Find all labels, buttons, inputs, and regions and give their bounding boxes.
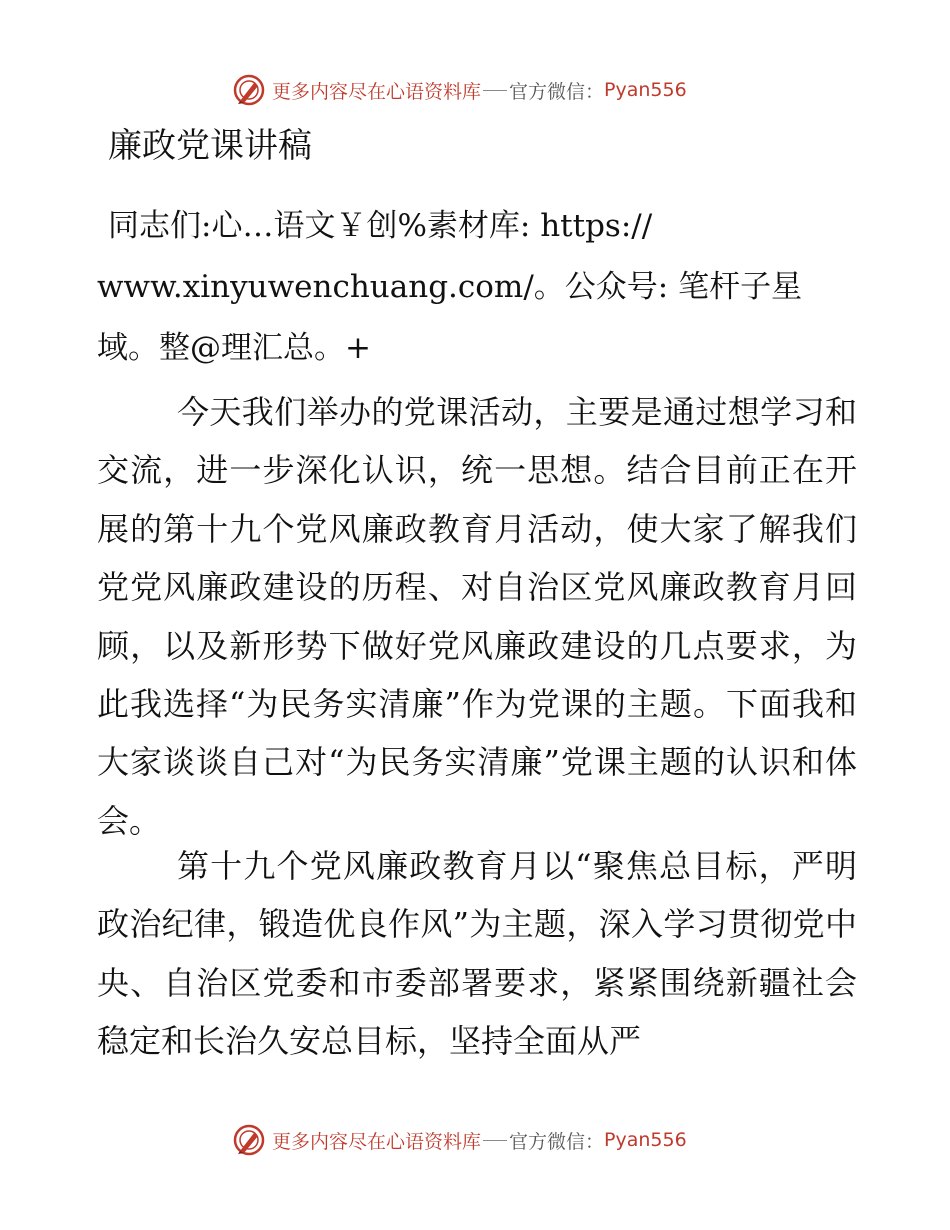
body-paragraph: 第十九个党风廉政教育月以“聚焦总目标，严明政治纪律，锻造优良作风”为主题，深入学习贯彻党中央、自治区党委和市委部署要求，紧紧围绕新疆社会稳定和长治久安总目标，坚持全面从严 [97, 847, 857, 1061]
intro-block [97, 196, 857, 379]
watermark-label: 官方微信： [509, 80, 605, 103]
pen-logo-icon [232, 1123, 266, 1157]
watermark-wechat-id: Pyan556 [604, 79, 687, 101]
body-paragraph: 今天我们举办的党课活动，主要是通过想学习和交流，进一步深化认识，统一思想。结合目前正在开展的第十九个党风廉政教育月活动，使大家了解我们党党风廉政建设的历程、对自治区党风廉政教育月回顾，以及新形势下做好党风廉政建设的几点要求，为此我选择“为民务实清廉”作为党课的主题。下面我和大家谈谈自己对“为民务实清廉”党课主题的认识和体会。 [97, 393, 857, 840]
watermark-divider [483, 90, 507, 91]
document-title: 廉政党课讲稿 [108, 126, 312, 166]
intro-line: 域。整@理汇总。+ [97, 330, 371, 366]
intro-line: www.xinyuwenchuang.com/。公众号: 笔杆子星 [97, 269, 803, 305]
intro-line: 同志们:心…语文￥创%素材库: https:// [108, 208, 653, 244]
watermark-site-text: 更多内容尽在心语资料库 [272, 80, 482, 103]
header-watermark [232, 70, 687, 110]
pen-logo-icon [232, 73, 266, 107]
footer-watermark [232, 1120, 687, 1160]
watermark-label: 官方微信： [509, 1130, 605, 1153]
watermark-divider [483, 1140, 507, 1141]
watermark-site-text: 更多内容尽在心语资料库 [272, 1130, 482, 1153]
watermark-wechat-id: Pyan556 [604, 1129, 687, 1151]
